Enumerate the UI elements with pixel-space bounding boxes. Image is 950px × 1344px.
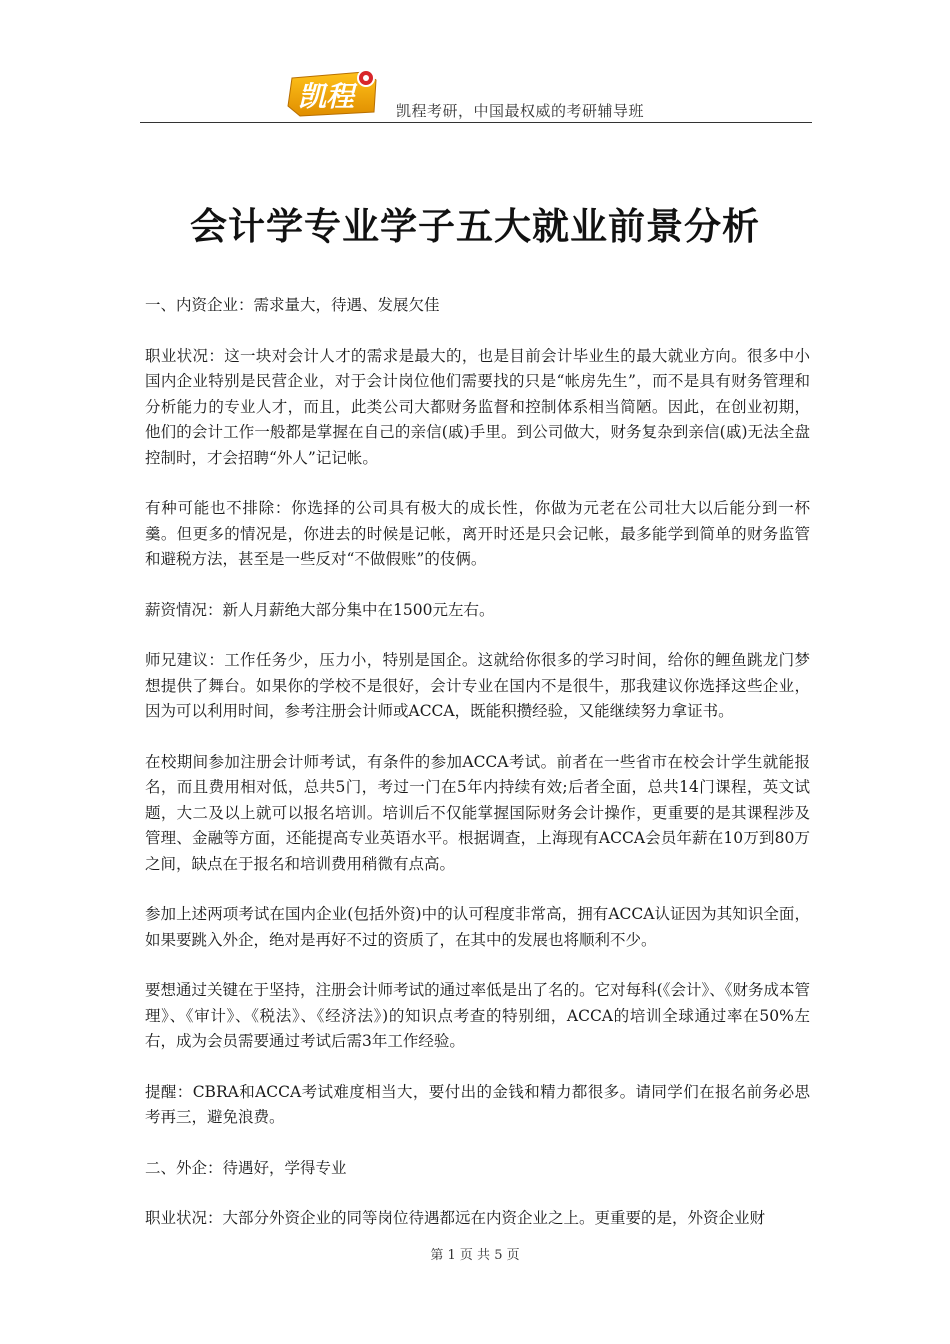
- paragraph: 在校期间参加注册会计师考试，有条件的参加ACCA考试。前者在一些省市在校会计学生就能报名，而且费用相对低，总共5门，考过一门在5年内持续有效;后者全面，总共14门课程，英文试题，大二及以上就可以报名培训。培训后不仅能掌握国际财务会计操作，更重要的是其课程涉及管理、金融等方面，还能提高专业英语水平。根据调查，上海现有ACCA会员年薪在10万到80万之间，缺点在于报名和培训费用稍微有点高。: [145, 752, 810, 873]
- section-heading: 一、内资企业：需求量大，待遇、发展欠佳: [145, 296, 440, 314]
- paragraph: 参加上述两项考试在国内企业(包括外资)中的认可程度非常高，拥有ACCA认证因为其知识全面，如果要跳入外企，绝对是再好不过的资质了，在其中的发展也将顺利不少。: [145, 905, 810, 949]
- paragraph: 师兄建议：工作任务少，压力小，特别是国企。这就给你很多的学习时间，给你的鲤鱼跳龙门梦想提供了舞台。如果你的学校不是很好，会计专业在国内不是很牛，那我建议你选择这些企业，因为可以利用时间，参考注册会计师或ACCA，既能积攒经验，又能继续努力拿证书。: [145, 651, 810, 720]
- section-heading: 二、外企：待遇好，学得专业: [145, 1158, 347, 1177]
- document-body: [145, 293, 810, 1257]
- paragraph: 有种可能也不排除：你选择的公司具有极大的成长性，你做为元老在公司壮大以后能分到一杯羹。但更多的情况是，你进去的时候是记帐，离开时还是只会记帐，最多能学到简单的财务监管和避税方法，甚至是一些反对“不做假账”的伎俩。: [145, 499, 810, 568]
- page-number: 第 1 页 共 5 页: [430, 1248, 520, 1263]
- page-header: [140, 62, 812, 123]
- logo-text: 凯程: [298, 80, 355, 113]
- paragraph: 职业状况：大部分外资企业的同等岗位待遇都远在内资企业之上。更重要的是，外资企业财: [145, 1209, 766, 1227]
- paragraph: 提醒：CBRA和ACCA考试难度相当大，要付出的金钱和精力都很多。请同学们在报名前务必思考再三，避免浪费。: [145, 1082, 810, 1126]
- paragraph: 要想通过关键在于坚持，注册会计师考试的通过率低是出了名的。它对每科(《会计》、《财务成本管理》、《审计》、《税法》、《经济法》)的知识点考查的特别细，ACCA的培训全球通过率在50%左右，成为会员需要通过考试后需3年工作经验。: [145, 981, 810, 1050]
- kaicheng-logo: [286, 62, 382, 118]
- paragraph: 职业状况：这一块对会计人才的需求是最大的，也是目前会计毕业生的最大就业方向。很多中小国内企业特别是民营企业，对于会计岗位他们需要找的只是“帐房先生”，而不是具有财务管理和分析能力的专业人才，而且，此类公司大都财务监督和控制体系相当简陋。因此，在创业初期，他们的会计工作一般都是掌握在自己的亲信(戚)手里。到公司做大，财务复杂到亲信(戚)无法全盘控制时，才会招聘“外人”记记帐。: [145, 346, 810, 467]
- paragraph: 薪资情况：新人月薪绝大部分集中在1500元左右。: [145, 600, 495, 619]
- header-slogan: 凯程考研，中国最权威的考研辅导班: [396, 102, 645, 120]
- page-title: 会计学专业学子五大就业前景分析: [190, 204, 760, 248]
